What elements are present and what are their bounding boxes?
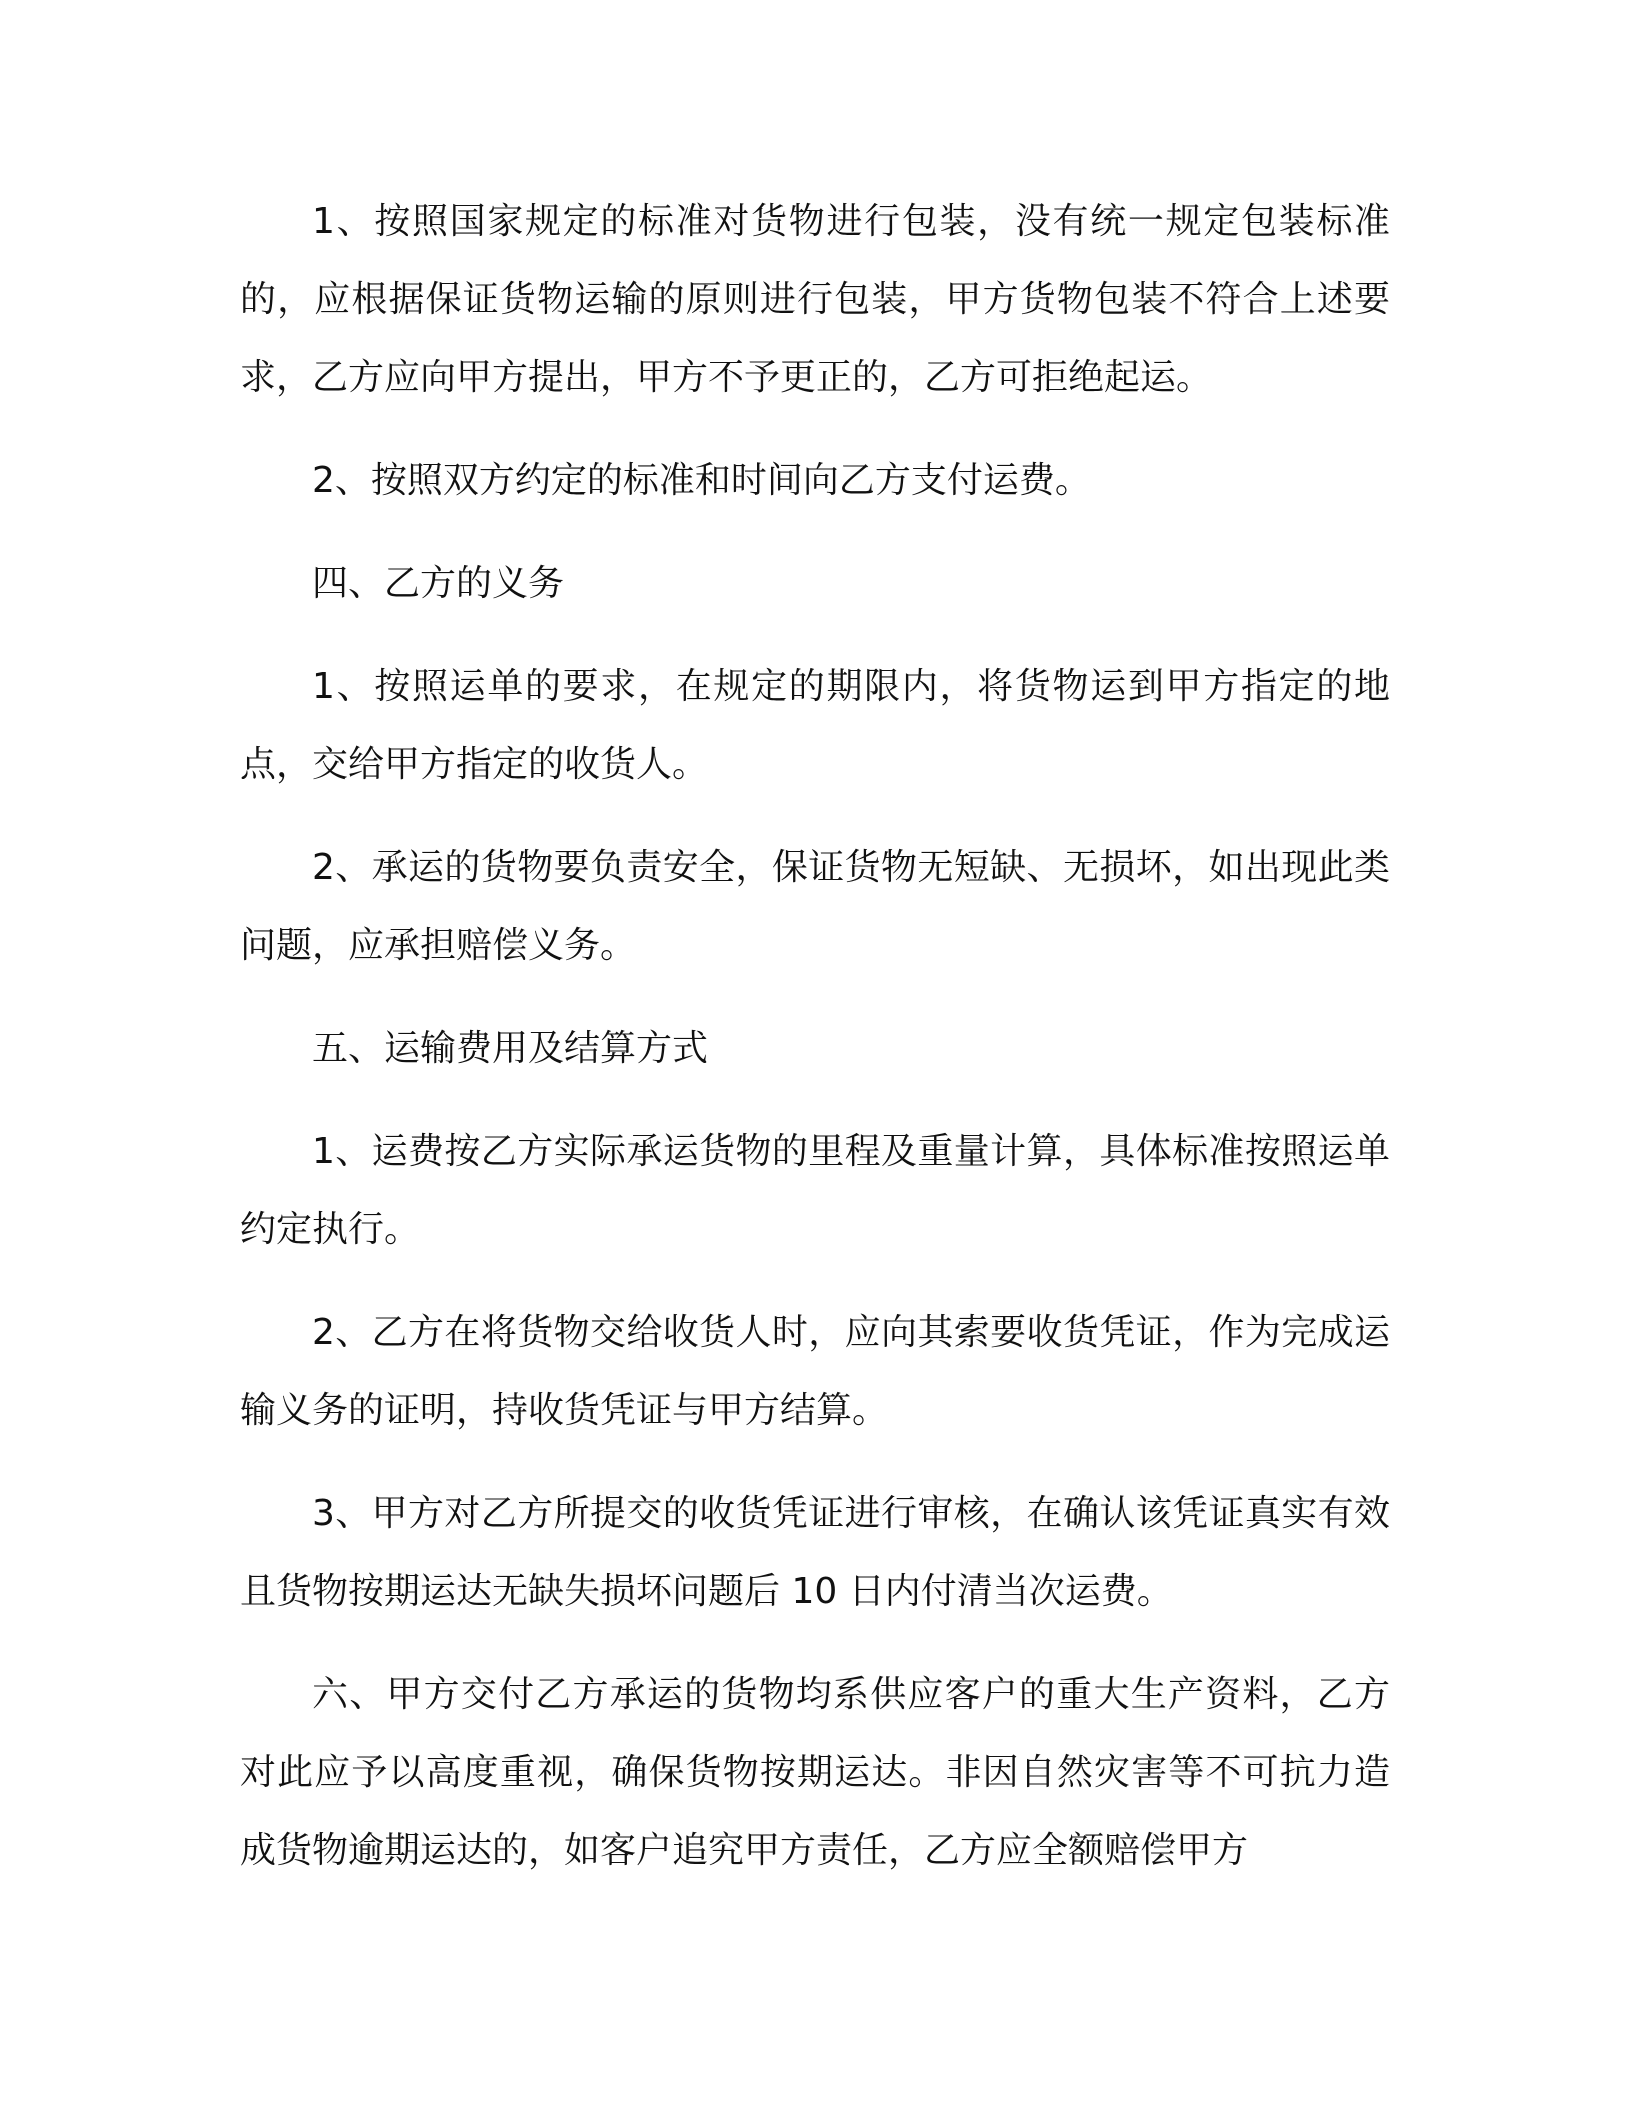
paragraph-important-goods: 六、甲方交付乙方承运的货物均系供应客户的重大生产资料，乙方对此应予以高度重视，确保货物按期运达。非因自然灾害等不可抗力造成货物逾期运达的，如客户追究甲方责任，乙方应全额赔偿甲方 (240, 1674, 1390, 1871)
paragraph-receipt-review: 3、甲方对乙方所提交的收货凭证进行审核，在确认该凭证真实有效且货物按期运达无缺失损坏问题后 10 日内付清当次运费。 (240, 1493, 1390, 1612)
section-heading-party-b-obligations: 四、乙方的义务 (312, 563, 565, 604)
paragraph-payment-duty: 2、按照双方约定的标准和时间向乙方支付运费。 (312, 460, 1091, 501)
paragraph-receipt-settlement: 2、乙方在将货物交给收货人时，应向其索要收货凭证，作为完成运输义务的证明，持收货凭证与甲方结算。 (240, 1312, 1390, 1431)
paragraph-safety-duty: 2、承运的货物要负责安全，保证货物无短缺、无损坏，如出现此类问题，应承担赔偿义务。 (240, 847, 1390, 966)
paragraph-packaging-duty: 1、按照国家规定的标准对货物进行包装，没有统一规定包装标准的，应根据保证货物运输的原则进行包装，甲方货物包装不符合上述要求，乙方应向甲方提出，甲方不予更正的，乙方可拒绝起运。 (240, 201, 1390, 398)
document-body (240, 183, 1390, 1890)
paragraph-fee-calculation: 1、运费按乙方实际承运货物的里程及重量计算，具体标准按照运单约定执行。 (240, 1131, 1390, 1250)
paragraph-delivery-duty: 1、按照运单的要求，在规定的期限内，将货物运到甲方指定的地点，交给甲方指定的收货人。 (240, 666, 1390, 785)
section-heading-fees-settlement: 五、运输费用及结算方式 (312, 1028, 709, 1069)
